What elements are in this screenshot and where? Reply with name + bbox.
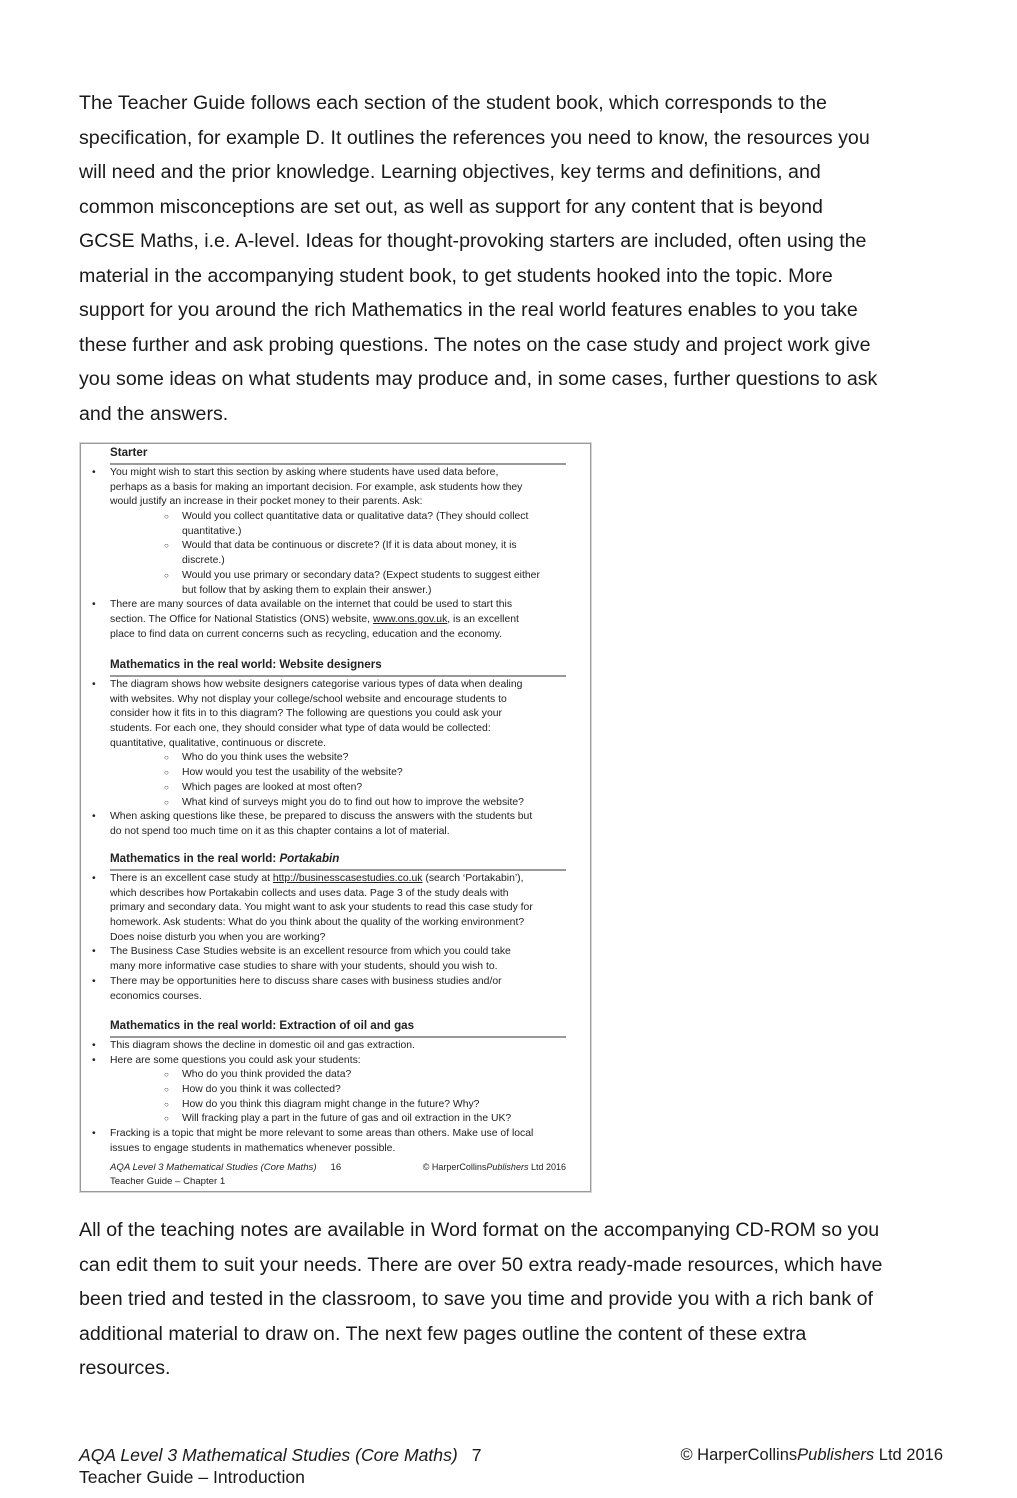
text-line: and the answers. (79, 402, 229, 425)
text-segment: What kind of surveys might you do to find out how to improve the website? (182, 796, 524, 808)
hollow-bullet-icon: ○ (164, 1099, 169, 1109)
list-line (81, 693, 590, 708)
line-text (110, 975, 502, 990)
section (81, 1018, 590, 1157)
hollow-bullet-icon: ○ (164, 797, 169, 807)
line-text (110, 613, 519, 628)
line-text (110, 1127, 533, 1142)
text-line: these further and ask probing questions. The notes on the case study and project work give (79, 333, 871, 356)
text-segment: quantitative.) (182, 525, 242, 537)
hollow-bullet-icon: ○ (164, 782, 169, 792)
heading-segment: Mathematics in the real world: Website designers (110, 658, 382, 671)
hollow-bullet-icon: ○ (164, 753, 169, 763)
text-segment: Does noise disturb you when you are working? (110, 931, 326, 943)
text-line: resources. (79, 1357, 171, 1379)
text-segment: would justify an increase in their pocket money to their parents. Ask: (110, 496, 423, 508)
text-segment: issues to engage students in mathematics whenever possible. (110, 1142, 396, 1154)
line-text (182, 539, 517, 554)
list-line (81, 584, 590, 599)
line-text (110, 495, 422, 510)
copyright-italic: Publishers (797, 1446, 875, 1464)
line-text (110, 1142, 395, 1157)
line-text (182, 1083, 341, 1098)
line-text (182, 525, 242, 540)
bullet-icon: • (92, 1040, 96, 1051)
text-segment: You might wish to start this section by asking where students have used data before, (110, 467, 499, 478)
list-line (81, 796, 590, 811)
line-text (182, 766, 403, 781)
outro-paragraph (79, 1213, 882, 1386)
line-text (110, 810, 532, 825)
line-text (110, 825, 450, 840)
text-segment: with websites. Why not display your college/school website and encourage students to (110, 693, 507, 705)
list-line (81, 539, 590, 554)
line-text (182, 751, 348, 766)
section (81, 657, 590, 840)
sample-footer-page: 16 (330, 1162, 342, 1173)
hollow-bullet-icon: ○ (164, 768, 169, 778)
text-segment: How do you think this diagram might change in the future? Why? (182, 1098, 480, 1110)
list-line (81, 990, 590, 1005)
text-line: can edit them to suit your needs. There are over 50 extra ready-made resources, which have (79, 1253, 883, 1276)
text-segment: consider how it fits in to this diagram? The following are questions you could ask your (110, 708, 502, 720)
list-line (81, 945, 590, 960)
text-segment: Would that data be continuous or discrete? (If it is data about money, it is (182, 540, 517, 552)
line-text (110, 1054, 361, 1069)
copyright-suffix: Ltd 2016 (528, 1162, 566, 1172)
line-text (182, 1098, 479, 1113)
list-line (81, 916, 590, 931)
text-segment: do not spend too much time on it as this chapter contains a lot of material. (110, 825, 450, 837)
list-line (81, 1098, 590, 1113)
hollow-bullet-icon: ○ (164, 1085, 169, 1095)
line-text (182, 796, 524, 811)
teacher-guide-sample-page (80, 443, 591, 1192)
text-line: All of the teaching notes are available in Word format on the accompanying CD-ROM so you (79, 1219, 880, 1241)
text-segment: perhaps as a basis for making an important decision. For example, ask students how they (110, 481, 523, 493)
line-text (110, 737, 326, 752)
text-segment: Fracking is a topic that might be more relevant to some areas than others. Make use of local (110, 1128, 534, 1140)
text-line: support for you around the rich Mathematics in the real world features enables to you take (79, 299, 858, 321)
line-text (182, 554, 225, 569)
footer-page-number: 7 (471, 1445, 482, 1465)
list-line (81, 810, 590, 825)
text-segment: Would you use primary or secondary data? (Expect students to suggest either (182, 569, 540, 581)
list-line (81, 495, 590, 510)
list-line (81, 872, 590, 887)
list-line (81, 887, 590, 902)
section (81, 445, 590, 642)
line-text (182, 781, 362, 796)
text-segment: many more informative case studies to share with your students, should you wish to. (110, 961, 498, 973)
text-segment: but follow that by asking them to explain their answer.) (182, 584, 432, 596)
list-line (81, 781, 590, 796)
text-segment: economics courses. (110, 990, 202, 1002)
list-line (81, 554, 590, 569)
section-heading (110, 1018, 566, 1038)
text-segment: Who do you think uses the website? (182, 752, 349, 764)
list-line (81, 737, 590, 752)
footer-copyright (680, 1444, 943, 1466)
text-segment: (search ‘Portakabin’), (422, 873, 524, 884)
bullet-icon: • (92, 946, 96, 958)
list-line (81, 569, 590, 584)
line-text (110, 693, 507, 708)
text-segment: which describes how Portakabin collects and uses data. Page 3 of the study deals with (110, 887, 509, 899)
list-line (81, 481, 590, 496)
list-line (81, 1142, 590, 1157)
list-line (81, 1127, 590, 1142)
list-line (81, 466, 590, 481)
text-segment: discrete.) (182, 555, 225, 567)
text-segment: Will fracking play a part in the future of gas and oil extraction in the UK? (182, 1113, 512, 1125)
text-segment: section. The Office for National Statistics (ONS) website, (110, 613, 373, 625)
list-line (81, 613, 590, 628)
section-heading (110, 445, 566, 465)
bullet-icon: • (92, 975, 96, 987)
line-text (182, 1068, 351, 1083)
sample-footer-copyright (423, 1161, 566, 1175)
footer-subtitle: Teacher Guide – Introduction (79, 1467, 305, 1487)
line-text (110, 945, 511, 960)
list-line (81, 1054, 590, 1069)
line-text (182, 1112, 511, 1127)
text-segment: How do you think it was collected? (182, 1084, 341, 1096)
footer-title: AQA Level 3 Mathematical Studies (Core Maths) (79, 1445, 458, 1465)
text-segment: homework. Ask students: What do you think about the quality of the working environment? (110, 917, 525, 929)
list-line (81, 722, 590, 737)
heading-segment: Mathematics in the real world: Extraction of oil and gas (110, 1019, 415, 1032)
line-text (110, 628, 502, 643)
bullet-icon: • (92, 873, 96, 884)
copyright-suffix: Ltd 2016 (874, 1446, 943, 1464)
line-text (110, 931, 325, 946)
text-segment: The diagram shows how website designers categorise various types of data when dealing (110, 679, 523, 690)
hollow-bullet-icon: ○ (164, 541, 169, 551)
text-segment: place to find data on current concerns such as recycling, education and the economy. (110, 628, 502, 640)
list-line (81, 931, 590, 946)
heading-segment: Portakabin (279, 852, 340, 865)
text-line: you some ideas on what students may produce and, in some cases, further questions to ask (79, 368, 878, 390)
text-segment: When asking questions like these, be prepared to discuss the answers with the students but (110, 811, 533, 823)
link[interactable]: http://businesscasestudies.co.uk (272, 873, 423, 884)
line-text (110, 872, 524, 887)
list-line (81, 825, 590, 840)
list-line (81, 901, 590, 916)
heading-segment: Mathematics in the real world: (110, 852, 280, 865)
text-line: The Teacher Guide follows each section of the student book, which corresponds to the (79, 92, 827, 114)
copyright-italic: Publishers (486, 1162, 529, 1172)
copyright-prefix: © HarperCollins (422, 1162, 487, 1172)
text-segment: Here are some questions you could ask your students: (110, 1054, 361, 1066)
text-segment: There are many sources of data available on the internet that could be used to start this (110, 599, 513, 611)
line-text (110, 678, 522, 693)
text-segment: Which pages are looked at most often? (182, 781, 363, 793)
sample-page-footer (110, 1161, 566, 1188)
text-segment: primary and secondary data. You might want to ask your students to read this case study for (110, 902, 533, 914)
copyright-prefix: © HarperCollins (680, 1446, 798, 1464)
bullet-icon: • (92, 1054, 96, 1066)
list-line (81, 678, 590, 693)
link[interactable]: www.ons.gov.uk (372, 613, 448, 625)
list-line (81, 1068, 590, 1083)
intro-paragraph (79, 86, 877, 431)
text-line: GCSE Maths, i.e. A-level. Ideas for thought-provoking starters are included, often using the (79, 230, 867, 252)
text-segment: There is an excellent case study at (110, 873, 273, 884)
list-line (81, 960, 590, 975)
text-segment: quantitative, qualitative, continuous or discrete. (110, 737, 327, 749)
list-line (81, 1112, 590, 1127)
section (81, 851, 590, 1004)
hollow-bullet-icon: ○ (164, 1070, 169, 1080)
line-text (110, 916, 524, 931)
text-line: additional material to draw on. The next few pages outline the content of these extra (79, 1322, 807, 1345)
line-text (182, 569, 540, 584)
line-text (110, 598, 512, 613)
bullet-icon: • (92, 599, 96, 611)
line-text (110, 990, 202, 1005)
list-line (81, 598, 590, 613)
bullet-icon: • (92, 679, 96, 690)
bullet-icon: • (92, 467, 96, 478)
text-line: will need and the prior knowledge. Learning objectives, key terms and definitions, and (79, 161, 821, 183)
section-heading (110, 657, 566, 677)
text-line: common misconceptions are set out, as well as support for any content that is beyond (79, 195, 823, 218)
sample-footer-subtitle: Teacher Guide – Chapter 1 (110, 1175, 226, 1187)
line-text (110, 1039, 415, 1054)
hollow-bullet-icon: ○ (164, 512, 169, 522)
text-segment: Would you collect quantitative data or qualitative data? (They should collect (182, 511, 529, 523)
list-line (81, 510, 590, 525)
line-text (110, 707, 502, 722)
line-text (110, 722, 491, 737)
heading-segment: Starter (110, 446, 148, 459)
text-segment: How would you test the usability of the website? (182, 767, 403, 779)
hollow-bullet-icon: ○ (164, 1114, 169, 1124)
list-line (81, 766, 590, 781)
text-line: material in the accompanying student book, to get students hooked into the topic. More (79, 264, 833, 287)
text-segment: This diagram shows the decline in domestic oil and gas extraction. (110, 1040, 415, 1051)
bullet-icon: • (92, 811, 96, 823)
section-heading (110, 851, 566, 871)
list-line (81, 707, 590, 722)
bullet-icon: • (92, 1128, 96, 1140)
page-footer (79, 1444, 943, 1488)
text-segment: students. For each one, they should consider what type of data would be collected: (110, 723, 491, 735)
list-line (81, 975, 590, 990)
line-text (110, 901, 533, 916)
line-text (110, 960, 498, 975)
text-segment: The Business Case Studies website is an excellent resource from which you could take (110, 946, 511, 958)
text-segment: Who do you think provided the data? (182, 1069, 352, 1081)
text-segment: There may be opportunities here to discuss share cases with business studies and/or (110, 975, 502, 987)
line-text (182, 584, 432, 599)
line-text (110, 887, 509, 902)
list-line (81, 525, 590, 540)
list-line (81, 1039, 590, 1054)
list-line (81, 628, 590, 643)
text-segment: , is an excellent (447, 613, 519, 625)
sample-footer-title: AQA Level 3 Mathematical Studies (Core Maths) (110, 1162, 317, 1173)
line-text (110, 481, 522, 496)
list-line (81, 751, 590, 766)
text-line: been tried and tested in the classroom, to save you time and provide you with a rich bank of (79, 1288, 873, 1310)
text-line: specification, for example D. It outlines the references you need to know, the resources you (79, 126, 870, 149)
line-text (110, 466, 498, 481)
hollow-bullet-icon: ○ (164, 570, 169, 580)
list-line (81, 1083, 590, 1098)
line-text (182, 510, 528, 525)
